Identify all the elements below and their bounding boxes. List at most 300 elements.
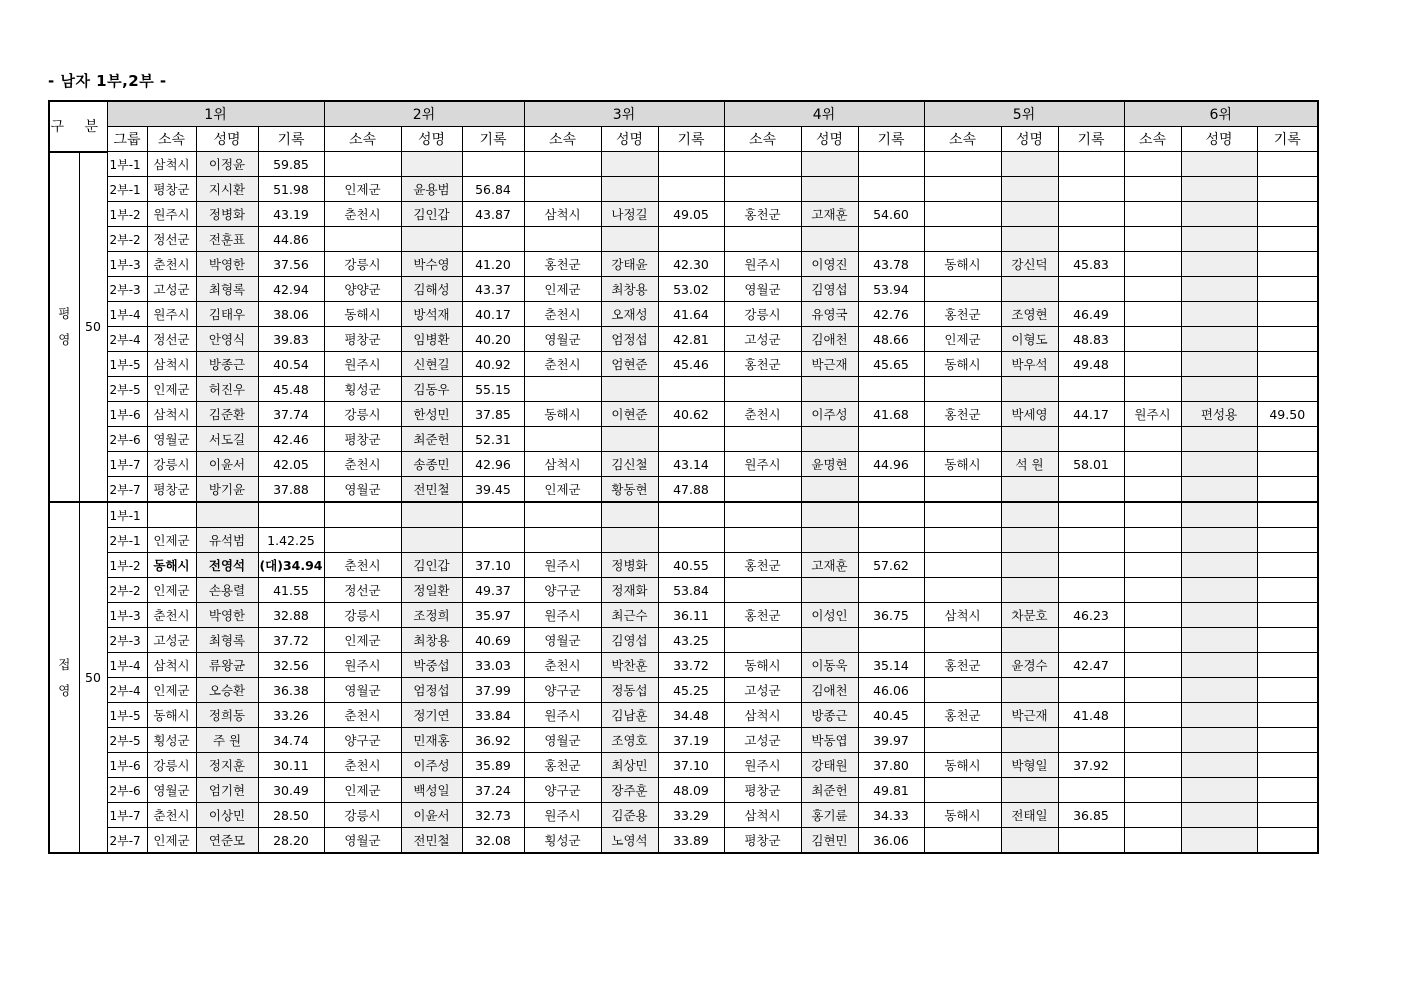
group-cell: 1부-1 — [107, 152, 147, 177]
team-cell: 강릉시 — [324, 603, 401, 628]
team-cell: 동해시 — [924, 753, 1001, 778]
athlete-cell: 나정길 — [601, 202, 658, 227]
athlete-cell: 윤용범 — [401, 177, 462, 202]
athlete-cell: 오승환 — [196, 678, 258, 703]
team-cell: 동해시 — [147, 553, 196, 578]
athlete-cell — [1181, 327, 1257, 352]
record-cell: 40.69 — [462, 628, 524, 653]
athlete-cell: 차문호 — [1001, 603, 1058, 628]
athlete-cell: 방종근 — [801, 703, 858, 728]
column-header: 기록 — [858, 127, 924, 152]
event-name-char: 영 — [58, 331, 71, 347]
athlete-cell: 안영식 — [196, 327, 258, 352]
team-cell: 인제군 — [147, 377, 196, 402]
record-cell — [858, 578, 924, 603]
record-cell: 40.45 — [858, 703, 924, 728]
team-cell: 삼척시 — [524, 202, 601, 227]
record-cell: 42.05 — [258, 452, 324, 477]
athlete-cell: 전민철 — [401, 477, 462, 503]
athlete-cell: 정병화 — [601, 553, 658, 578]
team-cell — [924, 477, 1001, 503]
record-cell — [1257, 427, 1318, 452]
team-cell: 춘천시 — [724, 402, 801, 427]
athlete-cell: 김동우 — [401, 377, 462, 402]
record-cell: 49.05 — [658, 202, 724, 227]
record-cell: 45.83 — [1058, 252, 1124, 277]
team-cell — [924, 828, 1001, 854]
table-row — [49, 452, 1318, 477]
team-cell — [1124, 227, 1181, 252]
athlete-cell: 이윤서 — [401, 803, 462, 828]
athlete-cell — [601, 377, 658, 402]
athlete-cell: 김해성 — [401, 277, 462, 302]
athlete-cell — [1181, 502, 1257, 528]
record-cell: 49.37 — [462, 578, 524, 603]
record-cell: 53.94 — [858, 277, 924, 302]
record-cell — [1058, 202, 1124, 227]
table-row — [49, 728, 1318, 753]
record-cell: 42.47 — [1058, 653, 1124, 678]
team-cell: 춘천시 — [147, 803, 196, 828]
team-cell — [924, 678, 1001, 703]
athlete-cell: 최상민 — [601, 753, 658, 778]
team-cell: 춘천시 — [147, 252, 196, 277]
table-row — [49, 352, 1318, 377]
athlete-cell: 연준모 — [196, 828, 258, 854]
team-cell — [1124, 828, 1181, 854]
record-cell: 40.62 — [658, 402, 724, 427]
record-cell: 33.29 — [658, 803, 724, 828]
team-cell: 춘천시 — [324, 703, 401, 728]
team-cell: 홍천군 — [724, 352, 801, 377]
team-cell: 횡성군 — [147, 728, 196, 753]
team-cell — [1124, 528, 1181, 553]
team-cell — [1124, 502, 1181, 528]
record-cell — [1058, 227, 1124, 252]
record-cell — [1058, 553, 1124, 578]
record-cell — [658, 502, 724, 528]
team-cell: 영월군 — [147, 778, 196, 803]
record-cell — [1257, 753, 1318, 778]
team-cell: 춘천시 — [524, 653, 601, 678]
athlete-cell: 이상민 — [196, 803, 258, 828]
team-cell: 정선군 — [324, 578, 401, 603]
athlete-cell: 정동섭 — [601, 678, 658, 703]
record-cell — [858, 628, 924, 653]
table-row — [49, 277, 1318, 302]
table-row — [49, 528, 1318, 553]
distance-cell: 50 — [79, 502, 107, 853]
record-cell: 58.01 — [1058, 452, 1124, 477]
record-cell: 37.74 — [258, 402, 324, 427]
record-cell: 46.23 — [1058, 603, 1124, 628]
athlete-cell — [401, 152, 462, 177]
athlete-cell — [1181, 728, 1257, 753]
table-row — [49, 578, 1318, 603]
team-cell: 동해시 — [324, 302, 401, 327]
team-cell: 평창군 — [724, 778, 801, 803]
team-cell — [724, 427, 801, 452]
team-cell — [1124, 678, 1181, 703]
event-name-char: 영 — [58, 682, 71, 698]
athlete-cell: 최창용 — [601, 277, 658, 302]
athlete-cell: 유영국 — [801, 302, 858, 327]
athlete-cell: 박수영 — [401, 252, 462, 277]
record-cell — [462, 152, 524, 177]
team-cell — [324, 528, 401, 553]
athlete-cell: 전훈표 — [196, 227, 258, 252]
team-cell — [1124, 302, 1181, 327]
athlete-cell — [1181, 653, 1257, 678]
distance-cell: 50 — [79, 152, 107, 503]
record-cell: 41.64 — [658, 302, 724, 327]
record-cell: 45.48 — [258, 377, 324, 402]
team-cell: 인제군 — [147, 578, 196, 603]
record-cell — [1257, 302, 1318, 327]
team-cell — [1124, 653, 1181, 678]
rank-header: 4위 — [724, 101, 924, 127]
athlete-cell: 조영호 — [601, 728, 658, 753]
table-row — [49, 678, 1318, 703]
team-cell — [524, 152, 601, 177]
team-cell: 평창군 — [724, 828, 801, 854]
athlete-cell — [401, 528, 462, 553]
group-cell: 2부-1 — [107, 528, 147, 553]
athlete-cell — [1181, 678, 1257, 703]
athlete-cell — [1001, 778, 1058, 803]
athlete-cell — [801, 377, 858, 402]
team-cell: 영월군 — [524, 327, 601, 352]
record-cell — [1058, 477, 1124, 503]
group-cell: 1부-4 — [107, 302, 147, 327]
athlete-cell — [1181, 302, 1257, 327]
group-cell: 2부-4 — [107, 678, 147, 703]
record-cell: 54.60 — [858, 202, 924, 227]
athlete-cell — [801, 152, 858, 177]
athlete-cell: 송종민 — [401, 452, 462, 477]
team-cell: 홍천군 — [724, 553, 801, 578]
group-cell: 2부-7 — [107, 477, 147, 503]
record-cell: 55.15 — [462, 377, 524, 402]
column-header: 성명 — [401, 127, 462, 152]
record-cell: 56.84 — [462, 177, 524, 202]
athlete-cell: 류왕균 — [196, 653, 258, 678]
athlete-cell: 박영한 — [196, 603, 258, 628]
record-cell — [858, 177, 924, 202]
team-cell: 고성군 — [724, 678, 801, 703]
record-cell: 48.66 — [858, 327, 924, 352]
table-row — [49, 703, 1318, 728]
record-cell: 53.02 — [658, 277, 724, 302]
team-cell: 강릉시 — [147, 753, 196, 778]
team-cell: 동해시 — [924, 252, 1001, 277]
record-cell — [1257, 202, 1318, 227]
record-cell: 37.10 — [658, 753, 724, 778]
athlete-cell — [601, 528, 658, 553]
record-cell: 1.42.25 — [258, 528, 324, 553]
athlete-cell: 고재훈 — [801, 202, 858, 227]
record-cell — [858, 502, 924, 528]
athlete-cell — [801, 628, 858, 653]
record-cell: 39.97 — [858, 728, 924, 753]
group-column-header: 그룹 — [107, 127, 147, 152]
team-cell — [924, 728, 1001, 753]
record-cell — [1257, 678, 1318, 703]
record-cell — [858, 152, 924, 177]
athlete-cell — [1181, 202, 1257, 227]
athlete-cell: 주 원 — [196, 728, 258, 753]
record-cell — [858, 427, 924, 452]
record-cell: 46.06 — [858, 678, 924, 703]
team-cell: 횡성군 — [324, 377, 401, 402]
record-cell — [1058, 828, 1124, 854]
record-cell: 49.48 — [1058, 352, 1124, 377]
group-cell: 2부-3 — [107, 628, 147, 653]
team-cell: 횡성군 — [524, 828, 601, 854]
athlete-cell: 김애천 — [801, 327, 858, 352]
team-cell: 홍천군 — [924, 703, 1001, 728]
athlete-cell — [1001, 177, 1058, 202]
event-name-cell — [49, 502, 79, 853]
athlete-cell: 정희동 — [196, 703, 258, 728]
record-cell: 34.33 — [858, 803, 924, 828]
team-cell — [524, 528, 601, 553]
athlete-cell: 이동욱 — [801, 653, 858, 678]
record-cell: 37.19 — [658, 728, 724, 753]
record-cell: 43.37 — [462, 277, 524, 302]
table-row — [49, 502, 1318, 528]
group-cell: 2부-2 — [107, 578, 147, 603]
record-cell — [1257, 828, 1318, 854]
team-cell — [924, 778, 1001, 803]
athlete-cell: 정재화 — [601, 578, 658, 603]
team-cell — [724, 578, 801, 603]
group-cell: 1부-7 — [107, 452, 147, 477]
table-row — [49, 152, 1318, 177]
record-cell: 33.84 — [462, 703, 524, 728]
record-cell — [1058, 628, 1124, 653]
team-cell — [924, 427, 1001, 452]
athlete-cell — [1181, 753, 1257, 778]
table-row — [49, 477, 1318, 503]
team-cell: 평창군 — [147, 177, 196, 202]
record-cell — [1257, 653, 1318, 678]
athlete-cell: 민재홍 — [401, 728, 462, 753]
team-cell: 정선군 — [147, 227, 196, 252]
team-cell — [724, 177, 801, 202]
group-cell: 2부-6 — [107, 427, 147, 452]
record-cell — [1257, 803, 1318, 828]
team-cell: 홍천군 — [924, 653, 1001, 678]
team-cell: 양구군 — [524, 778, 601, 803]
team-cell: 강릉시 — [724, 302, 801, 327]
team-cell — [724, 628, 801, 653]
record-cell: 48.83 — [1058, 327, 1124, 352]
athlete-cell — [1001, 528, 1058, 553]
athlete-cell: 임병환 — [401, 327, 462, 352]
athlete-cell: 박형일 — [1001, 753, 1058, 778]
record-cell — [1257, 252, 1318, 277]
group-cell: 2부-3 — [107, 277, 147, 302]
team-cell — [924, 277, 1001, 302]
record-cell: 39.83 — [258, 327, 324, 352]
record-cell — [1257, 578, 1318, 603]
record-cell: 49.50 — [1257, 402, 1318, 427]
team-cell — [1124, 252, 1181, 277]
table-row — [49, 803, 1318, 828]
team-cell — [724, 152, 801, 177]
athlete-cell: 정병화 — [196, 202, 258, 227]
athlete-cell — [1181, 603, 1257, 628]
team-cell — [524, 377, 601, 402]
record-cell — [1058, 678, 1124, 703]
record-cell: 45.46 — [658, 352, 724, 377]
record-cell — [1058, 728, 1124, 753]
athlete-cell: 강신덕 — [1001, 252, 1058, 277]
column-header: 기록 — [258, 127, 324, 152]
record-cell: 51.98 — [258, 177, 324, 202]
table-row — [49, 427, 1318, 452]
group-cell: 1부-6 — [107, 753, 147, 778]
group-cell: 2부-7 — [107, 828, 147, 854]
team-cell: 양양군 — [324, 277, 401, 302]
group-cell: 2부-1 — [107, 177, 147, 202]
team-cell: 양구군 — [524, 678, 601, 703]
team-cell: 원주시 — [147, 302, 196, 327]
record-cell — [1257, 452, 1318, 477]
team-cell — [1124, 553, 1181, 578]
athlete-cell: 이주성 — [401, 753, 462, 778]
rank-header: 1위 — [107, 101, 324, 127]
team-cell: 동해시 — [924, 352, 1001, 377]
team-cell — [924, 177, 1001, 202]
athlete-cell — [1001, 728, 1058, 753]
team-cell: 원주시 — [524, 803, 601, 828]
record-cell: 47.88 — [658, 477, 724, 503]
record-cell: 32.08 — [462, 828, 524, 854]
record-cell: 52.31 — [462, 427, 524, 452]
athlete-cell: 이현준 — [601, 402, 658, 427]
team-cell — [1124, 277, 1181, 302]
team-cell: 영월군 — [324, 678, 401, 703]
group-cell: 2부-6 — [107, 778, 147, 803]
team-cell — [924, 202, 1001, 227]
team-cell: 고성군 — [147, 628, 196, 653]
record-cell: 28.20 — [258, 828, 324, 854]
group-cell: 2부-5 — [107, 377, 147, 402]
team-cell: 춘천시 — [324, 753, 401, 778]
athlete-cell: 허진우 — [196, 377, 258, 402]
record-cell: 43.78 — [858, 252, 924, 277]
table-row — [49, 402, 1318, 427]
record-cell: 36.11 — [658, 603, 724, 628]
team-cell: 양구군 — [324, 728, 401, 753]
record-cell: 32.73 — [462, 803, 524, 828]
table-row — [49, 628, 1318, 653]
record-cell: 33.72 — [658, 653, 724, 678]
athlete-cell — [1181, 628, 1257, 653]
record-cell: 46.49 — [1058, 302, 1124, 327]
group-cell: 1부-2 — [107, 553, 147, 578]
record-cell: 45.65 — [858, 352, 924, 377]
athlete-cell: 손용렬 — [196, 578, 258, 603]
header-rank-row — [49, 101, 1318, 127]
team-cell: 삼척시 — [924, 603, 1001, 628]
team-cell — [1124, 778, 1181, 803]
team-cell — [1124, 452, 1181, 477]
athlete-cell: 박근재 — [801, 352, 858, 377]
athlete-cell: 엄현준 — [601, 352, 658, 377]
team-cell — [324, 502, 401, 528]
athlete-cell: 엄정섭 — [401, 678, 462, 703]
record-cell: 32.88 — [258, 603, 324, 628]
group-cell: 2부-2 — [107, 227, 147, 252]
table-row — [49, 202, 1318, 227]
record-cell — [1257, 177, 1318, 202]
athlete-cell — [1001, 152, 1058, 177]
athlete-cell: 유석범 — [196, 528, 258, 553]
athlete-cell: 엄기현 — [196, 778, 258, 803]
record-cell: 40.92 — [462, 352, 524, 377]
record-cell: 30.11 — [258, 753, 324, 778]
athlete-cell: 박영한 — [196, 252, 258, 277]
athlete-cell: 노영석 — [601, 828, 658, 854]
team-cell: 강릉시 — [324, 803, 401, 828]
team-cell: 동해시 — [147, 703, 196, 728]
athlete-cell: 김인갑 — [401, 202, 462, 227]
record-cell: 41.55 — [258, 578, 324, 603]
column-header: 성명 — [601, 127, 658, 152]
athlete-cell: 편성용 — [1181, 402, 1257, 427]
team-cell: 인제군 — [324, 778, 401, 803]
group-cell: 2부-5 — [107, 728, 147, 753]
team-cell: 평창군 — [147, 477, 196, 503]
record-cell — [858, 528, 924, 553]
team-cell: 동해시 — [924, 803, 1001, 828]
athlete-cell — [801, 477, 858, 503]
column-header: 소속 — [147, 127, 196, 152]
team-cell: 고성군 — [724, 327, 801, 352]
record-cell — [1257, 352, 1318, 377]
team-cell — [1124, 703, 1181, 728]
record-cell: 37.85 — [462, 402, 524, 427]
team-cell: 강릉시 — [147, 452, 196, 477]
team-cell — [324, 227, 401, 252]
team-cell — [324, 152, 401, 177]
team-cell — [1124, 603, 1181, 628]
event-name-cell — [49, 152, 79, 503]
athlete-cell: 김현민 — [801, 828, 858, 854]
athlete-cell: 김준환 — [196, 402, 258, 427]
athlete-cell: 이주성 — [801, 402, 858, 427]
athlete-cell — [1181, 252, 1257, 277]
group-cell: 1부-4 — [107, 653, 147, 678]
record-cell: 28.50 — [258, 803, 324, 828]
record-cell — [1257, 227, 1318, 252]
athlete-cell: 최형록 — [196, 277, 258, 302]
athlete-cell: 장주훈 — [601, 778, 658, 803]
record-cell — [462, 227, 524, 252]
team-cell — [147, 502, 196, 528]
record-cell: 41.68 — [858, 402, 924, 427]
athlete-cell — [1181, 477, 1257, 503]
record-cell: (대)34.94 — [258, 553, 324, 578]
record-cell: 42.94 — [258, 277, 324, 302]
athlete-cell: 전영석 — [196, 553, 258, 578]
athlete-cell: 이영진 — [801, 252, 858, 277]
record-cell: 37.88 — [258, 477, 324, 503]
athlete-cell — [1001, 427, 1058, 452]
